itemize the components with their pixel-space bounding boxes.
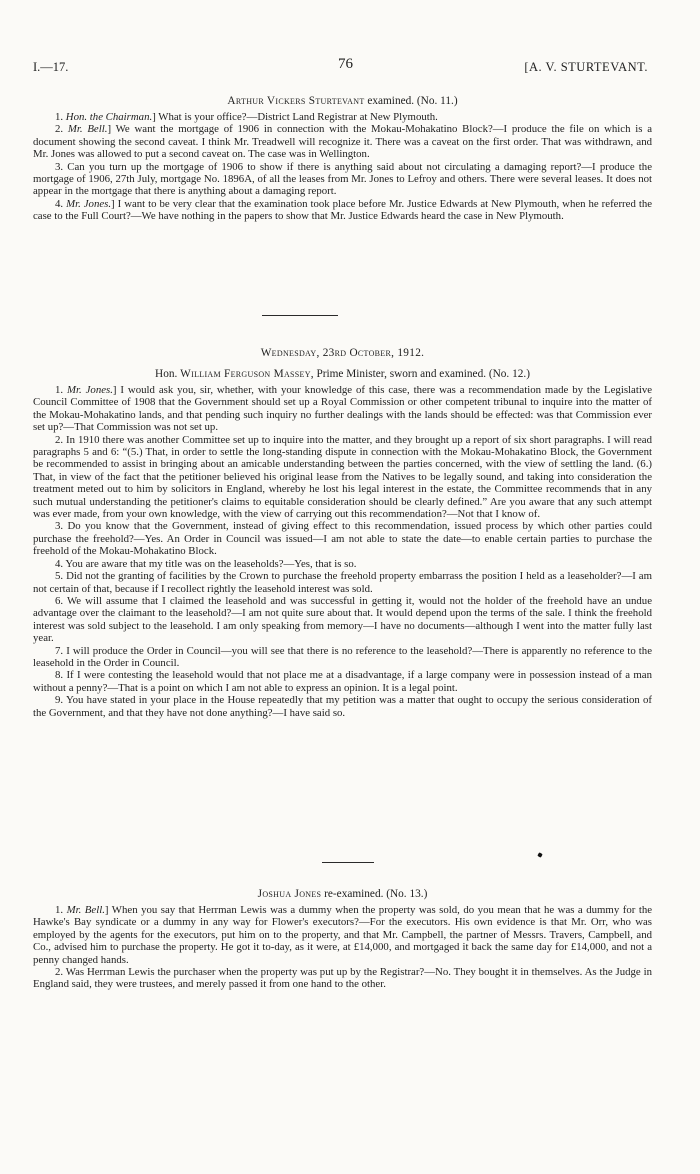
question-paragraph: 2. Was Herrman Lewis the purchaser when the property was put up by the Registrar?—No. They bought it in themselves. As the Judge in England said, they were trustees, and merely passed it from one hand to the other. [33,966,652,991]
section-title [33,888,652,900]
question-paragraph: 2. In 1910 there was another Committee set up to inquire into the matter, and they brought up a report of six short paragraphs. I will read paragraphs 5 and 6: “(5.) That, in order to settle the long-standing dispute in connection with the Mokau-Mohakatino Block, the Government be recommended to assist in bringing about an amicable understanding between the parties concerned, with the view of settling the land. (6.) That, in view of the fact that the petitioner believed his original lease from the Natives to be legally sound, and taking into consideration the treatment meted out to him by solicitors in England, whereby he lost his legal interest in the estate, the Committee recommends that in any such mutual understanding the petitioner's claims to equitable consideration should be clearly defined.” Are you aware that any such attempt was ever made, from your own knowledge, with the view of carrying out this recommendation?—Not that I know of. [33,433,652,521]
question-paragraph: 9. You have stated in your place in the House repeatedly that my petition was a matter that ought to occupy the serious consideration of the Government, and that they have not done anything?—I have said so. [33,694,652,719]
question-paragraph: 7. I will produce the Order in Council—you will see that there is no reference to the leasehold?—There is apparently no reference to the leasehold in the Order in Council. [33,644,652,669]
question-paragraph: 6. We will assume that I claimed the leasehold and was successful in getting it, would not the holder of the freehold have an undue advantage over the claimant to the leasehold?—I am not quite sure about that. It would depend upon the terms of the sale. I think the freehold interest was sold subject to the leasehold. I am only speaking from memory—I have no documents—although I went into the matter fully last year. [33,594,652,645]
section-massey [33,347,652,719]
witness-name: Arthur Vickers Sturtevant [227,95,365,107]
document-reference: I.—17. [33,60,69,74]
ink-mark [537,852,542,857]
question-paragraph: 5. Did not the granting of facilities by the Crown to purchase the freehold property embarrass the position I held as a leaseholder?—I am not certain of that, because if I recollect rightly the leasehold interest was sold. [33,570,652,595]
question-paragraph: 3. Can you turn up the mortgage of 1906 to show if there is anything said about not circulating a damaging report?—I produce the mortgage of 1906, 27th July, mortgage No. 1896A, of all the leases from Mr. Jones to Lefroy and others. There were several leases. It does not appear in the mortgage that there is anything about a damaging report. [33,160,652,198]
question-paragraph: 8. If I were contesting the leasehold would that not place me at a disadvantage, if a large company were in possession instead of a man without a penny?—That is a point on which I am not able to express an opinion. It is a legal point. [33,669,652,694]
section-jones [33,888,652,991]
title-rest: examined. (No. 11.) [364,95,458,107]
page-number: 76 [338,56,353,72]
question-paragraph: 1. Hon. the Chairman.] What is your office?—District Land Registrar at New Plymouth. [55,111,438,123]
witness-header: [A. V. STURTEVANT. [524,60,648,74]
session-date: Wednesday, 23rd October, 1912. [260,347,425,359]
question-paragraph: 2. Mr. Bell.] We want the mortgage of 1906 in connection with the Mokau-Mohakatino Block?—I produce the file on which is a document showing the second caveat. I think Mr. Treadwell will recognize it. There was a caveat on the first order. That was withdrawn, and Mr. Jones was allowed to put a second caveat on. The case was in Wellington. [33,123,653,161]
witness-name: William Ferguson Massey [180,368,311,380]
question-paragraph: 4. Mr. Jones.] I want to be very clear that the examination took place before Mr. Justice Edwards at New Plymouth, when he referred the case to the Full Court?—We have nothing in the papers to show that Mr. Justice Edwards heard the case in New Plymouth. [33,197,653,223]
section-title [33,95,652,107]
section-divider [262,315,338,316]
running-header [33,56,648,78]
witness-name: Joshua Jones [257,888,322,900]
question-paragraph: 1. Mr. Bell.] When you say that Herrman Lewis was a dummy when the property was sold, do you mean that he was a dummy for the Hawke's Bay syndicate or a dummy in any way for Flower's executors?—For the executors. His own evidence is that Mr. Orr, who was employed by the agents for the executors, put him on to the property, and that Mr. Campbell, the partner of Messrs. Travers, Campbell, and Co., advised him to purchase the property. He got it to-day, as it were, at £14,000, and mortgaged it back the same day for £14,000, and not a penny changed hands. [33,904,653,966]
question-paragraph: 3. Do you know that the Government, instead of giving effect to this recommendation, issued process by which other parties could purchase the freehold?—Yes. An Order in Council was issued—I am not able to state the date—to enable certain parties to purchase the freehold of the Mokau-Mohakatino Block. [33,520,653,558]
title-rest: , Prime Minister, sworn and examined. (No. 12.) [310,368,530,380]
section-divider [322,862,374,863]
question-paragraph: 4. You are aware that my title was on the leaseholds?—Yes, that is so. [55,557,357,570]
section-title: Hon. William Ferguson Massey, Prime Minister, sworn and examined. (No. 12.) [155,368,530,380]
title-rest: re-examined. (No. 13.) [321,888,428,900]
section-sturtevant [33,95,652,223]
question-paragraph: 1. Mr. Jones.] I would ask you, sir, whether, with your knowledge of this case, there was a recommendation made by the Legislative Council Committee of 1908 that the Government should set up a Royal Commission or other competent tribunal to inquire into the matter of the Mokau-Mohakatino lands, and that pending such inquiry no further dealings with the lands should be effected: was that Commission ever set up?—That Commission was not set up. [33,384,653,434]
